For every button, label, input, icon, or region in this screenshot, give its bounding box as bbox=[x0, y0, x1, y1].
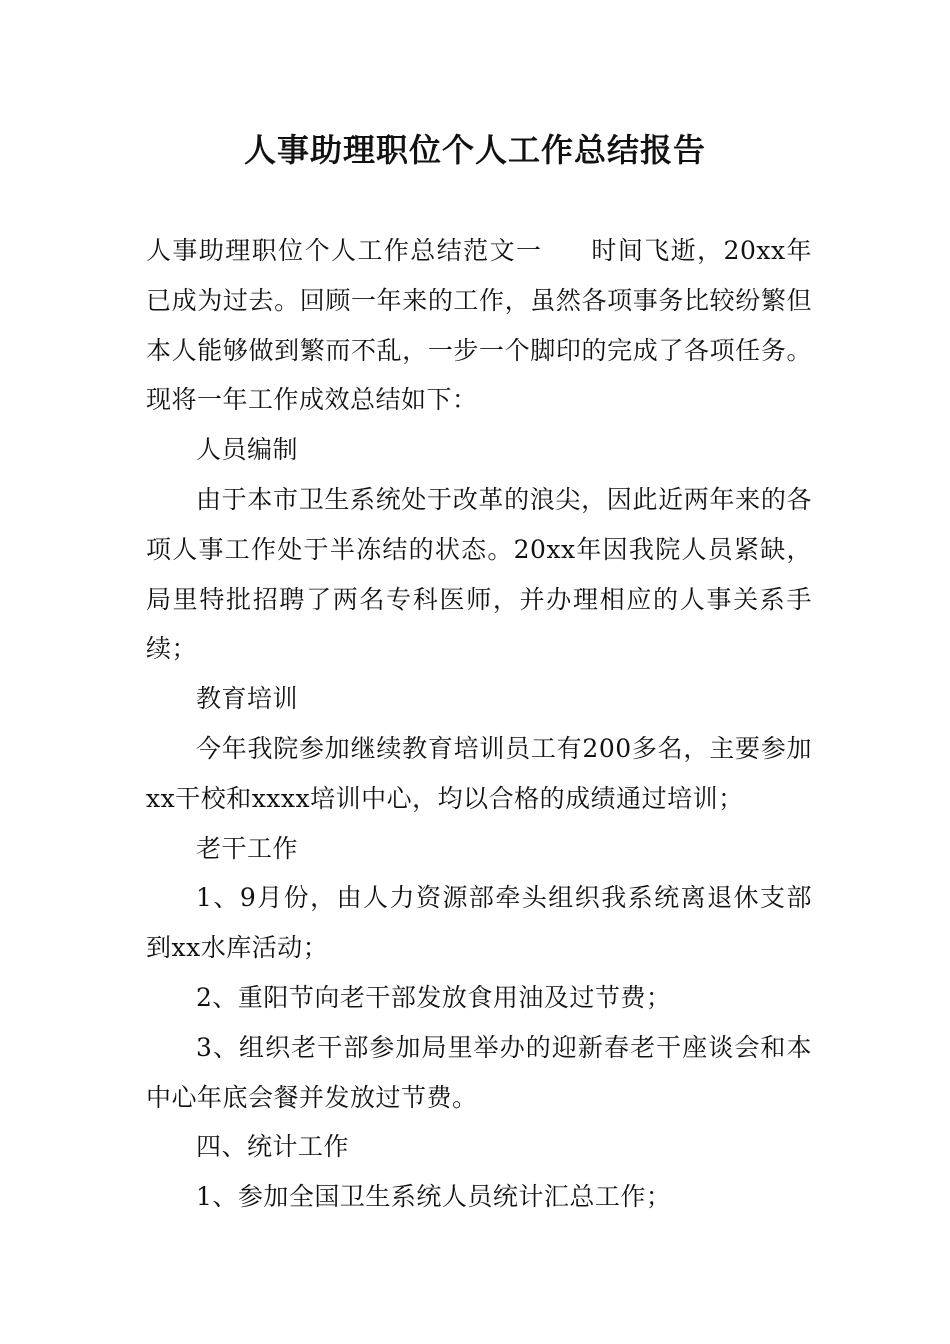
section-heading-retirees: 老干工作 bbox=[196, 833, 299, 863]
training-paragraph: 今年我院参加继续教育培训员工有200多名，主要参加xx干校和xxxx培训中心，均以合格的成绩通过培训； bbox=[146, 733, 812, 813]
retirees-item-3: 3、组织老干部参加局里举办的迎新春老干座谈会和本中心年底会餐并发放过节费。 bbox=[146, 1032, 812, 1112]
statistics-item-1: 1、参加全国卫生系统人员统计汇总工作； bbox=[196, 1182, 672, 1212]
retirees-item-2: 2、重阳节向老干部发放食用油及过节费； bbox=[196, 982, 672, 1012]
intro-lead: 人事助理职位个人工作总结范文一 bbox=[146, 236, 543, 265]
staffing-paragraph: 由于本市卫生系统处于改革的浪尖，因此近两年来的各项人事工作处于半冻结的状态。20xx年因我院人员紧缺，局里特批招聘了两名专科医师，并办理相应的人事关系手续； bbox=[146, 484, 812, 664]
intro-body: 时间飞逝，20xx年已成为过去。回顾一年来的工作，虽然各项事务比较纷繁但本人能够做到繁而不乱，一步一个脚印的完成了各项任务。现将一年工作成效总结如下： bbox=[146, 236, 812, 415]
document-title: 人事助理职位个人工作总结报告 bbox=[243, 131, 706, 169]
section-heading-staffing: 人员编制 bbox=[196, 435, 299, 465]
intro-paragraph bbox=[146, 226, 812, 425]
section-heading-training: 教育培训 bbox=[196, 684, 299, 714]
document-body bbox=[146, 226, 812, 1222]
section-heading-statistics: 四、统计工作 bbox=[196, 1132, 350, 1162]
retirees-item-1: 1、9月份，由人力资源部牵头组织我系统离退休支部到xx水库活动； bbox=[146, 883, 812, 963]
